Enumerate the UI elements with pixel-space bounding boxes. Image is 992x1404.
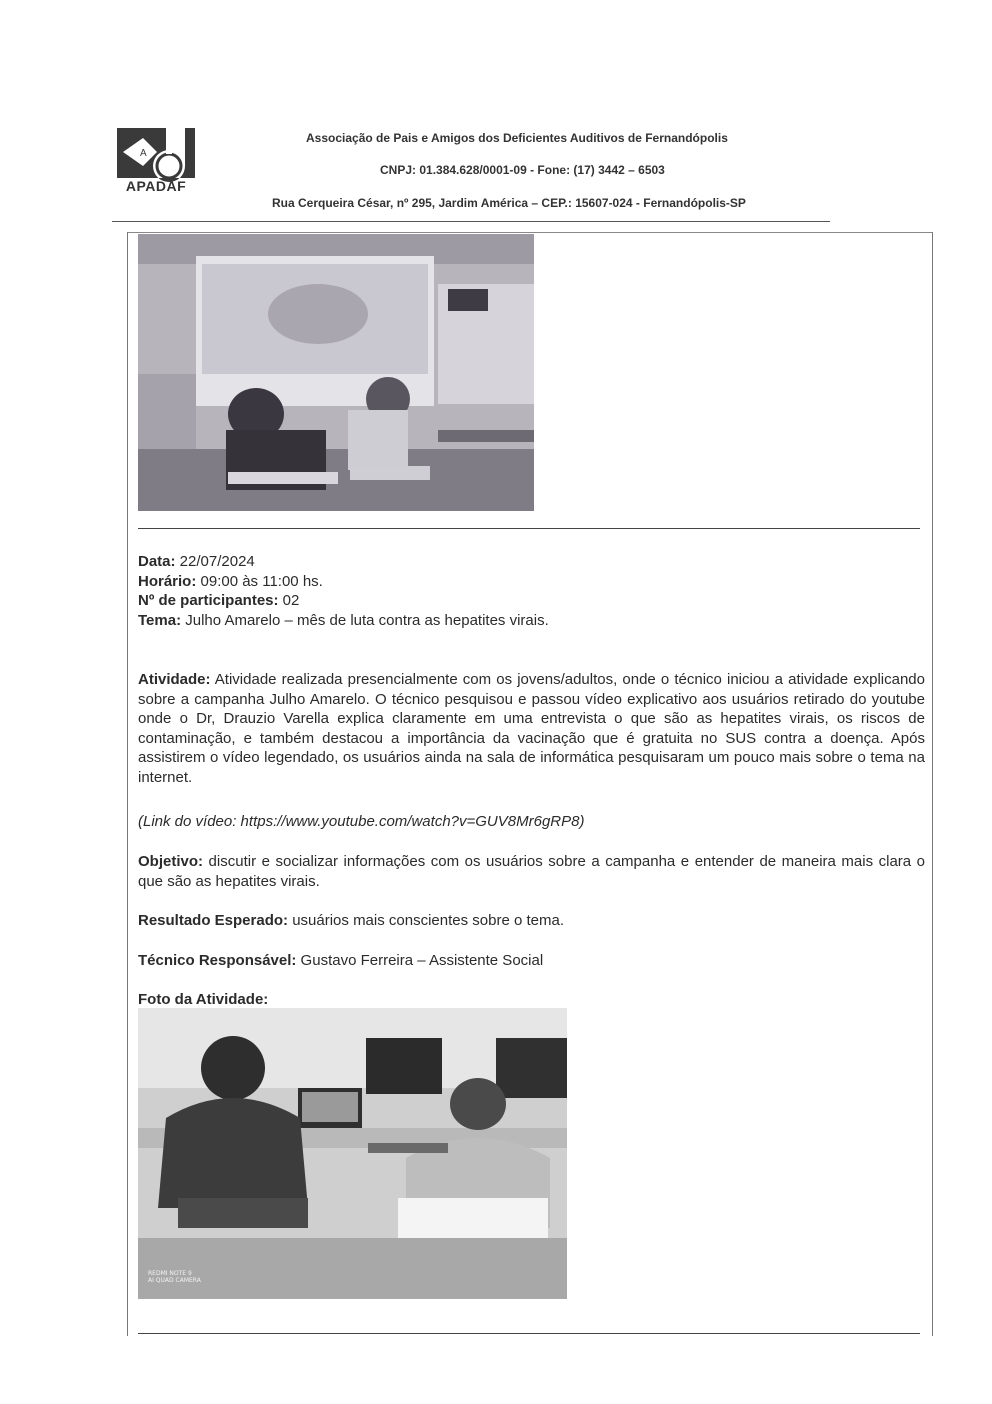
technician-label: Técnico Responsável: xyxy=(138,952,297,969)
cnpj-phone: CNPJ: 01.384.628/0001-09 - Fone: (17) 3442 – 6503 xyxy=(380,163,665,177)
participants-value: 02 xyxy=(278,592,300,609)
section-divider xyxy=(138,528,920,529)
activity-photo-projection xyxy=(138,234,534,511)
objective-text: discutir e socializar informações com os usuários sobre a campanha e entender de maneira mais clara o que são as hepatites virais. xyxy=(138,853,925,890)
activity-description xyxy=(138,670,925,787)
expected-result-text: usuários mais conscientes sobre o tema. xyxy=(288,912,564,929)
photo-label: Foto da Atividade: xyxy=(138,991,269,1008)
organization-name: Associação de Pais e Amigos dos Deficientes Auditivos de Fernandópolis xyxy=(306,131,728,145)
svg-text:A: A xyxy=(140,148,147,159)
time-row xyxy=(138,572,928,592)
camera-watermark: REDMI NOTE 9 AI QUAD CAMERA xyxy=(148,1270,201,1284)
activity-fields xyxy=(138,552,928,630)
responsible-technician xyxy=(138,951,543,971)
theme-row xyxy=(138,611,928,631)
time-label: Horário: xyxy=(138,572,197,590)
expected-result xyxy=(138,911,564,931)
objective xyxy=(138,852,925,891)
logo-wordmark: APADAF xyxy=(125,178,187,194)
date-row xyxy=(138,552,928,572)
frame-top-border xyxy=(127,232,933,233)
header-divider xyxy=(112,221,830,222)
video-link[interactable]: (Link do vídeo: https://www.youtube.com/watch?v=GUV8Mr6gRP8) xyxy=(138,813,585,830)
participants-row xyxy=(138,591,928,611)
frame-right-border xyxy=(932,232,933,1336)
activity-label: Atividade: xyxy=(138,671,211,688)
technician-text: Gustavo Ferreira – Assistente Social xyxy=(296,952,544,969)
activity-photo-computer-room xyxy=(138,1008,567,1299)
objective-label: Objetivo: xyxy=(138,853,204,870)
footer-divider xyxy=(138,1333,920,1334)
expected-result-label: Resultado Esperado: xyxy=(138,912,289,929)
theme-value: Julho Amarelo – mês de luta contra as hepatites virais. xyxy=(181,611,549,629)
date-label: Data: xyxy=(138,553,176,570)
activity-text: Atividade realizada presencialmente com os jovens/adultos, onde o técnico iniciou a atividade explicando sobre a campanha Julho Amarelo. O técnico pesquisou e passou vídeo explicativo aos usuários retirado do youtube onde o Dr, Drauzio Varella explica claramente em uma entrevista o que são as hepatites virais, os riscos de contaminação, e também destacou a importância da vacinação que é gratuita no SUS contra a doença. Após assistirem o vídeo legendado, os usuários ainda na sala de informática pesquisaram um pouco mais sobre o tema na internet. xyxy=(138,671,925,786)
time-value: 09:00 às 11:00 hs. xyxy=(196,572,323,590)
date-value: 22/07/2024 xyxy=(175,553,255,570)
address: Rua Cerqueira César, nº 295, Jardim América – CEP.: 15607-024 - Fernandópolis-SP xyxy=(272,196,746,210)
participants-label: Nº de participantes: xyxy=(138,592,279,609)
frame-left-border xyxy=(127,232,128,1336)
theme-label: Tema: xyxy=(138,611,182,629)
